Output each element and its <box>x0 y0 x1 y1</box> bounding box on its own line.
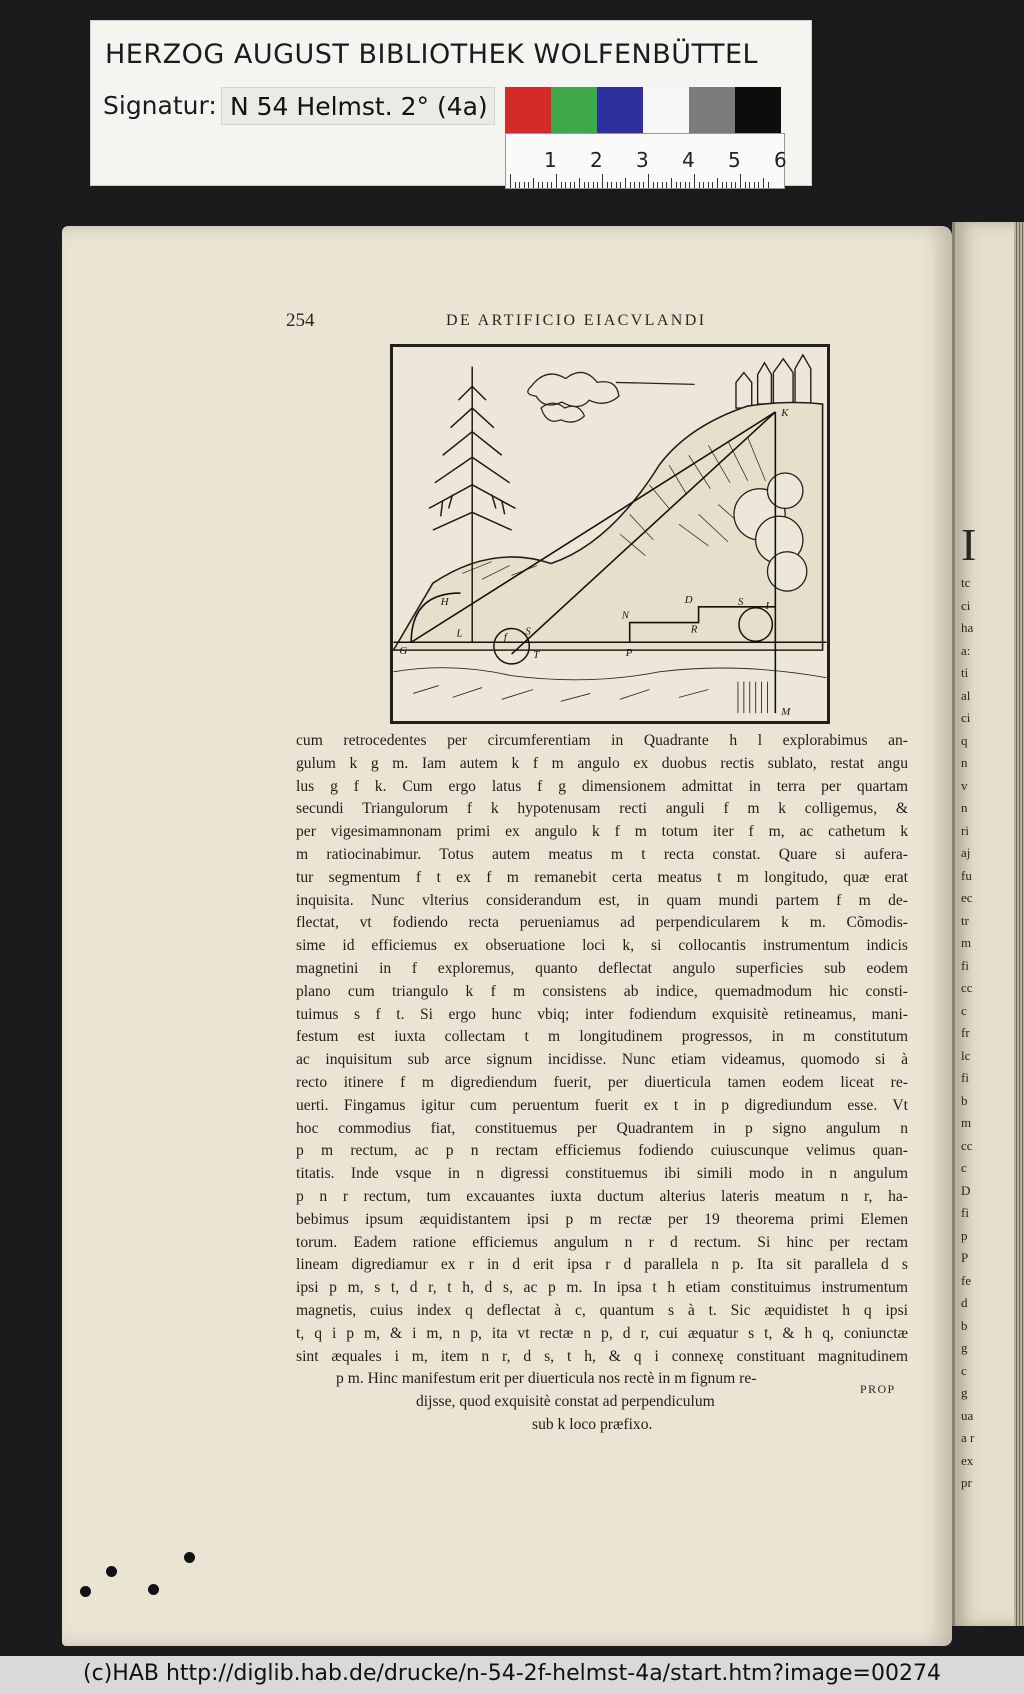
ruler-tick <box>538 182 539 188</box>
right-page-letter: ri <box>961 822 969 838</box>
ruler-tick <box>749 182 750 188</box>
page-dot <box>106 1566 117 1577</box>
ruler-tick <box>625 178 626 188</box>
ruler-tick <box>510 174 511 188</box>
right-page-letter: al <box>961 687 971 703</box>
ruler-tick <box>519 182 520 188</box>
ruler-tick <box>758 182 759 188</box>
right-page-letter: fu <box>961 867 972 883</box>
ruler-tick <box>579 178 580 188</box>
ruler-tick <box>717 178 718 188</box>
signature-label: Signatur: <box>103 91 217 120</box>
ruler-tick <box>630 182 631 188</box>
text-line: tur segmentum f t ex f m remanebit certa meatus t m longitudo, quæ erat <box>296 868 908 886</box>
right-page-letter: n <box>961 800 968 815</box>
right-page-letter: n <box>961 755 968 770</box>
ruler-tick <box>662 182 663 188</box>
ruler-tick <box>657 182 658 188</box>
right-page-letter: cc <box>961 980 973 995</box>
ruler-tick <box>712 182 713 188</box>
right-page-letter: fr <box>961 1025 970 1040</box>
text-line: per vigesimamnonam primi ex angulo k f m totum iter f m, ac cathetum k <box>296 823 908 841</box>
ruler-tick <box>593 182 594 188</box>
swatch-green <box>551 87 597 133</box>
text-line: magnetini in f exploremus, quanto deflectat angulo superficies sub eodem <box>296 959 908 977</box>
right-page-letter: aj <box>961 845 971 860</box>
figure-letter: K <box>781 406 789 419</box>
right-page-letter: pr <box>961 1475 972 1490</box>
text-line: sint æquales i m, item n r, d s, t h, & q i connexę constituant magnitudinem <box>296 1347 908 1365</box>
ruler-tick <box>689 182 690 188</box>
ruler-tick <box>676 182 677 188</box>
figure-letter: S <box>525 625 531 638</box>
right-page-letter: P <box>961 1250 969 1265</box>
figure-letter: T <box>533 649 540 662</box>
right-page-letter: b <box>961 1317 968 1333</box>
ruler-tick <box>616 182 617 188</box>
ruler-tick <box>634 182 635 188</box>
ruler-tick <box>708 182 709 188</box>
scale-ruler <box>505 133 785 189</box>
page-number: 254 <box>286 310 315 331</box>
figure-letter: L <box>456 627 463 640</box>
text-line: lineam digrediamur ex r in d erit ipsa r d parallela n p. Ita sit parallela d s <box>296 1256 908 1274</box>
right-page-letter: ci <box>961 597 971 613</box>
ruler-tick <box>680 182 681 188</box>
ruler-tick <box>754 182 755 188</box>
text-line: m ratiocinabimur. Totus autem meatus m t recta constat. Quare si aufera- <box>296 845 908 863</box>
right-page-letter: ha <box>961 620 974 635</box>
right-page-letter: ti <box>961 665 969 680</box>
ruler-tick <box>588 182 589 188</box>
text-line: sime id efficiemus ex obseruatione loci k, si collocantis instrumentum indicis <box>296 937 908 955</box>
text-line: flectat, vt fodiendo recta perueniamus ad perpendicularem k m. Cõmodis- <box>296 914 908 932</box>
text-line: torum. Eadem ratione efficiemus angulum n r d rectum. Si hinc per rectam <box>296 1233 908 1251</box>
ruler-tick <box>611 182 612 188</box>
text-line: hoc commodius fiat, constituemus per Quadrantem in p signo angulum n <box>296 1119 908 1137</box>
ruler-tick <box>763 178 764 188</box>
ruler-number: 3 <box>636 148 649 172</box>
figure-letter: S <box>737 595 744 608</box>
text-line: p m. Hinc manifestum erit per diuerticula nos rectè in m fignum re- <box>336 1370 757 1388</box>
right-page-letter: b <box>961 1092 968 1108</box>
text-line: dijsse, quod exquisitè constat ad perpendiculum <box>416 1393 715 1411</box>
right-page-letter: fe <box>961 1272 972 1288</box>
ruler-tick <box>648 174 649 188</box>
color-calibration-swatches <box>505 87 781 133</box>
text-line: inquisita. Nunc vlterius considerandum est, in quam mundi partem f m de- <box>296 891 908 909</box>
page-dot <box>148 1584 159 1595</box>
ruler-tick <box>653 182 654 188</box>
ruler-tick <box>602 174 603 188</box>
text-line: gulum k g m. Iam autem k f m angulo ex duobus rectis sublato, restat angu <box>296 754 908 772</box>
ruler-tick <box>666 182 667 188</box>
ruler-tick <box>597 182 598 188</box>
ruler-number: 6 <box>774 148 787 172</box>
right-page-letter: m <box>961 935 972 950</box>
right-page-letter: ci <box>961 710 971 725</box>
right-page-letter: v <box>961 777 968 793</box>
swatch-white <box>643 87 689 133</box>
text-line: tuimus s f t. Si ergo hunc vbiq; inter fodiendum exquisitè retineamus, mani- <box>296 1005 908 1023</box>
ruler-number: 4 <box>682 148 695 172</box>
woodcut-drawing <box>393 347 827 721</box>
ruler-tick <box>735 182 736 188</box>
figure-letter: P <box>625 647 633 660</box>
ruler-tick <box>528 182 529 188</box>
ruler-tick <box>768 182 769 188</box>
ruler-tick <box>570 182 571 188</box>
ruler-tick <box>574 182 575 188</box>
ruler-tick <box>547 182 548 188</box>
text-line: ipsi p m, s t, d r, t h, d s, ac p m. In ipsa t h etiam constituimus instrumentum <box>296 1279 908 1297</box>
page-dot <box>80 1586 91 1597</box>
text-line: p m rectum, ac p n rectam efficiemus fodiendo cuiuscunque velimus quan- <box>296 1142 908 1160</box>
ruler-tick <box>620 182 621 188</box>
right-page-letter: ex <box>961 1452 974 1468</box>
right-page-letter: cc <box>961 1137 973 1153</box>
text-line: secundi Triangulorum f k hypotenusam recti anguli f m k colligemus, & <box>296 800 908 818</box>
right-page-letter: ec <box>961 890 973 905</box>
ruler-tick <box>561 182 562 188</box>
ruler-tick <box>731 182 732 188</box>
right-page-letter: q <box>961 732 968 748</box>
right-page-letter: a: <box>961 642 971 658</box>
swatch-blue <box>597 87 643 133</box>
ruler-tick <box>533 178 534 188</box>
right-page-letter: m <box>961 1115 972 1130</box>
text-line: recto itinere f m digrediendum fuerit, per diuerticula tamen eodem liceat re- <box>296 1073 908 1091</box>
right-page-letter: fi <box>961 1205 969 1220</box>
text-line: magnetis, cuius index q deflectat à c, quantum s à t. Sic æquidistet h q ipsi <box>296 1301 908 1319</box>
right-page-letter: g <box>961 1340 968 1355</box>
right-page-letter: D <box>961 1182 971 1198</box>
ruler-tick <box>639 182 640 188</box>
body-text <box>296 730 908 1437</box>
ruler-tick <box>726 182 727 188</box>
swatch-red <box>505 87 551 133</box>
swatch-gray <box>689 87 735 133</box>
right-page-letter: I <box>961 519 977 570</box>
ruler-tick <box>584 182 585 188</box>
figure-letter: H <box>440 595 449 608</box>
text-line: lus g f k. Cum ergo latus f g dimensionem admittat in terra per quartam <box>296 777 908 795</box>
woodcut-illustration <box>390 344 830 724</box>
ruler-tick <box>515 182 516 188</box>
running-head-title: DE ARTIFICIO EIACVLANDI <box>446 312 707 329</box>
ruler-tick <box>740 174 741 188</box>
right-page-letter: c <box>961 1160 967 1175</box>
page-dot <box>184 1552 195 1563</box>
ruler-tick <box>699 182 700 188</box>
right-page-letter: p <box>961 1227 968 1243</box>
ruler-tick <box>671 178 672 188</box>
ruler-tick <box>551 182 552 188</box>
right-page-letter: d <box>961 1295 968 1310</box>
copyright-footer: (c)HAB http://diglib.hab.de/drucke/n-54-2f-helmst-4a/start.htm?image=00274 <box>0 1656 1024 1694</box>
text-line: ac inquisitum sub arce signum incidisse. Nunc etiam videamus, quomodo si à <box>296 1051 908 1069</box>
text-line: sub k loco præfixo. <box>532 1415 653 1433</box>
figure-letter: f <box>503 631 507 644</box>
ruler-tick <box>685 182 686 188</box>
swatch-black <box>735 87 781 133</box>
ruler-tick <box>607 182 608 188</box>
ruler-tick <box>722 182 723 188</box>
right-page-letter: c <box>961 1002 967 1018</box>
text-line: t, q i p m, & i m, n p, ita vt rectæ n p, d r, cui æquatur s t, & h q, coniunctæ <box>296 1324 908 1342</box>
catchword: PROP <box>860 1382 896 1396</box>
right-page-letter: g <box>961 1385 968 1400</box>
ruler-tick <box>565 182 566 188</box>
figure-letter: D <box>684 593 693 606</box>
figure-letter: N <box>621 609 630 622</box>
ruler-number: 1 <box>544 148 557 172</box>
ruler-tick <box>643 182 644 188</box>
ruler-tick <box>542 182 543 188</box>
figure-letter: R <box>690 623 698 636</box>
text-line: festum est iuxta collectam t m longitudinem progressos, in m constitutum <box>296 1028 908 1046</box>
right-page-letter: fi <box>961 1070 969 1085</box>
page-edges <box>1014 222 1024 1626</box>
figure-letter: M <box>781 706 791 719</box>
right-page-text-fragment <box>961 519 1001 1495</box>
library-name: HERZOG AUGUST BIBLIOTHEK WOLFENBÜTTEL <box>105 39 759 70</box>
text-line: cum retrocedentes per circumferentiam in Quadrante h l explorabimus an- <box>296 732 908 749</box>
right-page-letter: ua <box>961 1407 974 1423</box>
ruler-tick <box>745 182 746 188</box>
right-page-letter: a r <box>961 1430 975 1445</box>
figure-letter: G <box>399 645 408 658</box>
signature-value: N 54 Helmst. 2° (4a) <box>221 87 495 125</box>
right-page-letter: lc <box>961 1047 971 1063</box>
figure-letter: I <box>765 599 770 612</box>
text-line: titatis. Inde vsque in n digressi constituemus ibi simili modo in n angulum <box>296 1165 908 1183</box>
text-line: plano cum triangulo k f m consistens ab indice, quemadmodum hic consti- <box>296 982 908 1000</box>
ruler-tick <box>556 174 557 188</box>
ruler-tick <box>703 182 704 188</box>
right-page-letter: fi <box>961 957 969 973</box>
ruler-number: 5 <box>728 148 741 172</box>
right-page-letter: tc <box>961 575 971 590</box>
ruler-number: 2 <box>590 148 603 172</box>
right-page-letter: tr <box>961 912 969 928</box>
text-line: p n r rectum, tum excauantes iuxta ductum alterius lateris meatum n r, ha- <box>296 1187 908 1205</box>
library-label-card <box>90 20 812 186</box>
ruler-tick <box>694 174 695 188</box>
ruler-tick <box>524 182 525 188</box>
text-line: uerti. Fingamus igitur cum peruentum fuerit ex t in p digrediundum esse. Vt <box>296 1096 908 1114</box>
text-line: bebimus ipsum æquidistantem ipsi p m rectæ per 19 theorema primi Elemen <box>296 1210 908 1228</box>
right-page-letter: c <box>961 1362 967 1378</box>
